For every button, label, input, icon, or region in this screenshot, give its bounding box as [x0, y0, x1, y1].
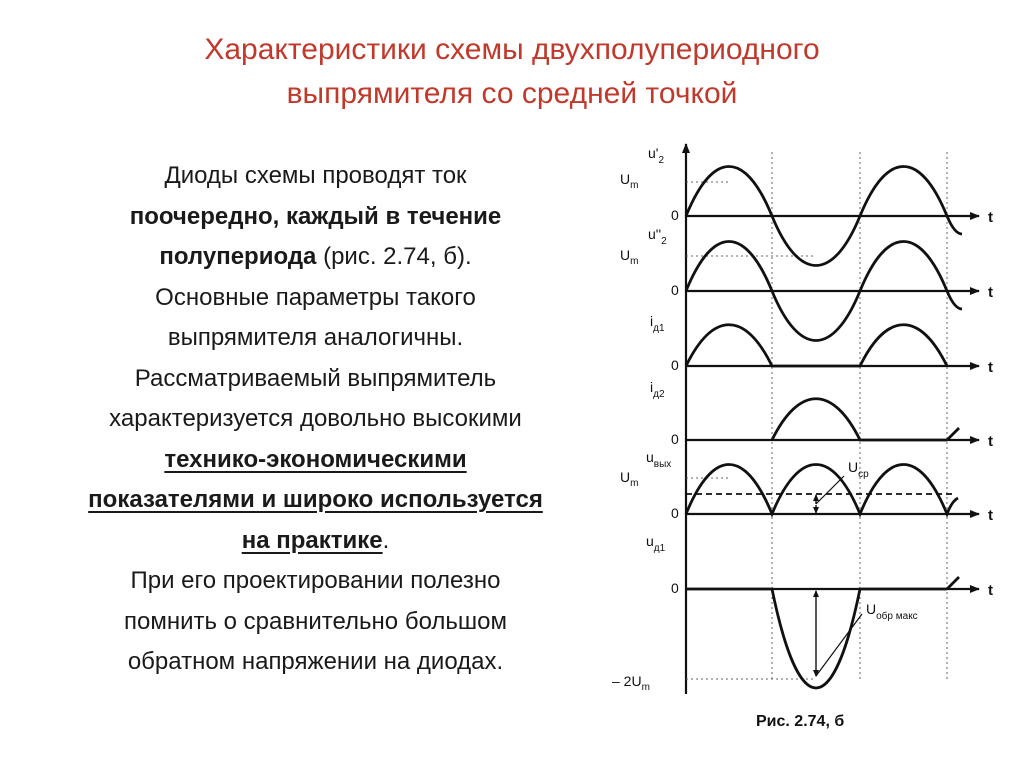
panel-label-ud1: $u_{д1}$	[646, 533, 666, 554]
text-run: характеризуется довольно высокими	[109, 405, 522, 432]
bold-run: поочередно, каждый в течение	[129, 202, 502, 230]
time-label: t	[988, 209, 993, 226]
panel-label-id2: $i_{д2}$	[650, 379, 665, 400]
paragraph-4	[28, 561, 603, 683]
panel-label-id1: $i_{д1}$	[650, 313, 665, 334]
time-label: t	[988, 284, 993, 301]
panel-label-uout: $u_{вых}$	[646, 449, 672, 470]
neg-2um-label: – $2U_m$	[612, 673, 650, 693]
text-run: обратном напряжении на диодах.	[127, 648, 504, 675]
waveform-diagram	[604, 136, 1014, 706]
id1-wave	[686, 325, 947, 366]
bold-run: полупериода	[159, 243, 317, 270]
panel-label-u2-prime: $u'_2$	[648, 145, 665, 166]
text-run: (рис. 2.74, б).	[316, 243, 472, 270]
title-line-1: Характеристики схемы двухполупериодного	[204, 33, 820, 66]
id2-wave	[772, 399, 959, 440]
zero-label: 0	[671, 505, 679, 521]
uobr-max-label: $U_{обр макс}$	[866, 601, 918, 622]
underlined-bold-run: показателями и широко используется	[88, 486, 543, 513]
ucp-label: $U_{ср}$	[848, 459, 869, 480]
um-label: $U_m$	[620, 247, 639, 267]
ud1-wave	[686, 577, 959, 688]
zero-label: 0	[671, 431, 679, 447]
zero-label: 0	[671, 580, 679, 596]
text-run: .	[382, 526, 390, 554]
zero-label: 0	[671, 207, 679, 223]
time-label: t	[988, 507, 993, 524]
text-run: Основные параметры такого	[155, 283, 476, 311]
zero-label: 0	[671, 357, 679, 373]
paragraph-1	[28, 156, 603, 278]
text-run: При его проектировании полезно	[130, 567, 501, 594]
underlined-bold-run: технико-экономическими	[164, 445, 467, 473]
time-label: t	[988, 359, 993, 376]
text-run: помнить о сравнительно большом	[123, 607, 507, 635]
uout-wave	[686, 465, 958, 515]
um-label: $U_m$	[620, 171, 639, 191]
time-label: t	[988, 433, 993, 450]
text-run: Рассматриваемый выпрямитель	[134, 364, 497, 392]
time-label: t	[988, 582, 993, 599]
ucp-leader	[816, 476, 844, 504]
text-run: Диоды схемы проводят ток	[164, 162, 467, 189]
text-run: выпрямителя аналогичны.	[167, 324, 464, 351]
zero-label: 0	[671, 282, 679, 298]
panel-label-u2-double-prime: $u''_2$	[648, 226, 667, 247]
slide-title	[0, 28, 1024, 116]
body-text	[28, 156, 603, 683]
underlined-bold-run: на практике	[241, 526, 383, 554]
paragraph-2	[28, 278, 603, 359]
um-label: $U_m$	[620, 469, 639, 489]
title-line-2: выпрямителя со средней точкой	[286, 77, 738, 110]
paragraph-3	[28, 359, 603, 562]
uobr-leader	[816, 614, 862, 676]
figure-caption: Рис. 2.74, б	[756, 713, 845, 730]
